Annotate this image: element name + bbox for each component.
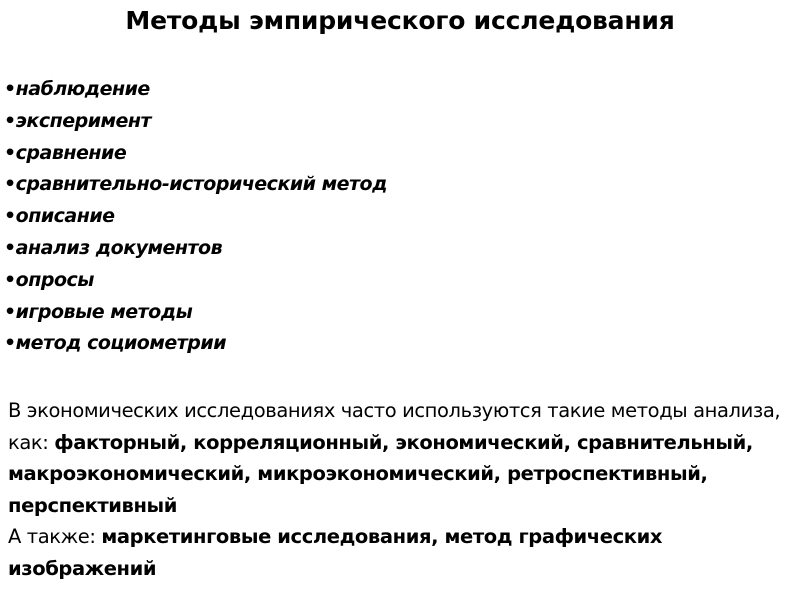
- list-item: [4, 233, 387, 265]
- list-item: [4, 106, 387, 138]
- method-label: сравнение: [15, 141, 127, 164]
- list-item: [4, 169, 387, 201]
- method-label: метод социометрии: [15, 332, 227, 355]
- list-item: [4, 201, 387, 233]
- paragraph-emphasis: макроэкономический, микроэкономический, ретроспективный, перспективный: [8, 462, 708, 517]
- method-label: опросы: [15, 268, 94, 291]
- bullet-symbol: •: [4, 300, 16, 323]
- economic-methods-paragraph: [8, 395, 788, 521]
- paragraph-emphasis: факторный, корреляционный, экономический, сравнительный,: [54, 430, 753, 454]
- bullet-symbol: •: [4, 109, 16, 132]
- additional-methods-paragraph: [8, 521, 788, 584]
- bullet-symbol: •: [4, 332, 16, 355]
- method-label: наблюдение: [15, 78, 150, 100]
- list-item: [4, 328, 387, 360]
- paragraph-emphasis: маркетинговые исследования, метод графических изображений: [8, 525, 663, 580]
- list-item: [4, 265, 387, 297]
- bullet-symbol: •: [4, 205, 16, 228]
- bullet-symbol: •: [4, 141, 16, 164]
- bullet-symbol: •: [4, 173, 16, 196]
- page-title: Методы эмпирического исследования: [125, 6, 675, 35]
- paragraph-intro: А также:: [8, 525, 102, 548]
- list-item: [4, 297, 387, 329]
- method-label: эксперимент: [15, 109, 152, 132]
- method-label: игровые методы: [15, 300, 193, 323]
- bullet-symbol: •: [4, 236, 16, 259]
- paragraph-intro: В экономических исследованиях часто используются такие методы анализа, как:: [8, 399, 781, 454]
- method-label: описание: [15, 205, 115, 228]
- method-label: сравнительно-исторический метод: [15, 173, 387, 196]
- list-item: [4, 138, 387, 170]
- method-label: анализ документов: [15, 236, 223, 259]
- bullet-symbol: •: [4, 268, 16, 291]
- list-item: [4, 74, 387, 106]
- empirical-methods-list: [4, 74, 387, 360]
- bullet-symbol: •: [4, 78, 16, 100]
